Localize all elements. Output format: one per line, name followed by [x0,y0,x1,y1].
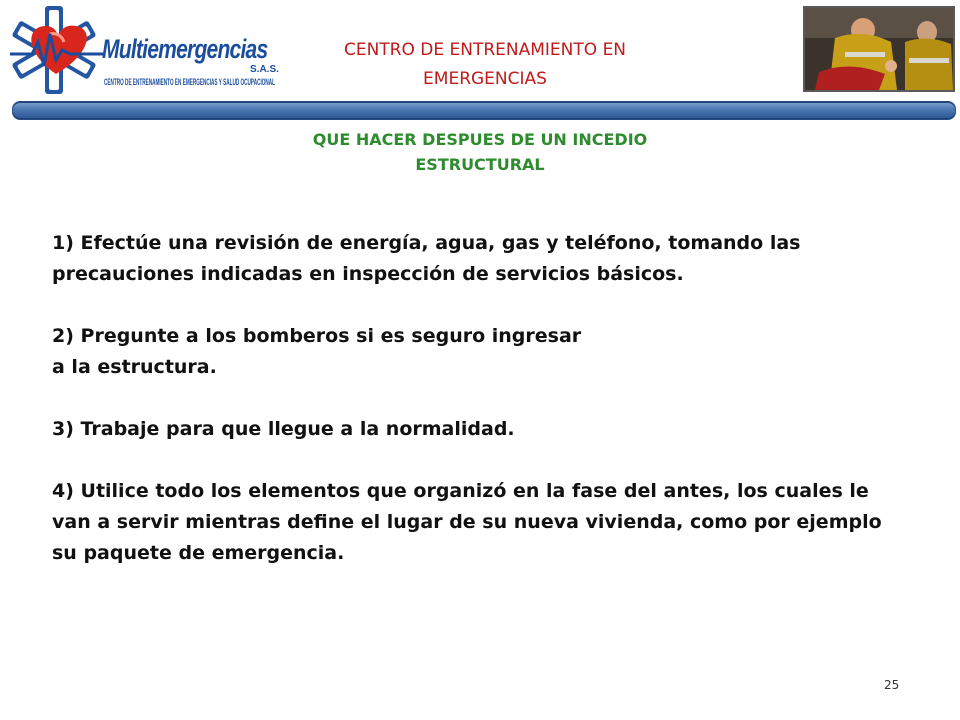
page-number: 25 [884,678,900,692]
logo-tagline: CENTRO DE ENTRENAMIENTO EN EMERGENCIAS Y SALUD OCUPACIONAL [104,77,276,87]
list-item: 1) Efectúe una revisión de energía, agua, gas y teléfono, tomando las precauciones indicadas en inspección de servicios básicos. [52,232,801,285]
list-item: 4) Utilice todo los elementos que organizó en la fase del antes, los cuales le van a servir mientras define el lugar de su nueva vivienda, como por ejemplo su paquete de emergencia. [52,480,882,564]
logo-suffix: S.A.S. [250,64,279,75]
list-item: 3) Trabaje para que llegue a la normalidad. [52,418,515,440]
content-list [52,228,932,600]
header-divider-bar [12,101,956,120]
rescue-photo [803,6,955,92]
slide-title: QUE HACER DESPUES DE UN INCEDIO ESTRUCTURAL [312,130,648,174]
logo [4,4,300,98]
logo-brand: Multiemergencias [102,34,268,64]
list-item: 2) Pregunte a los bomberos si es seguro ingresar a la estructura. [52,325,582,378]
header-title: CENTRO DE ENTRENAMIENTO EN EMERGENCIAS [343,40,627,89]
